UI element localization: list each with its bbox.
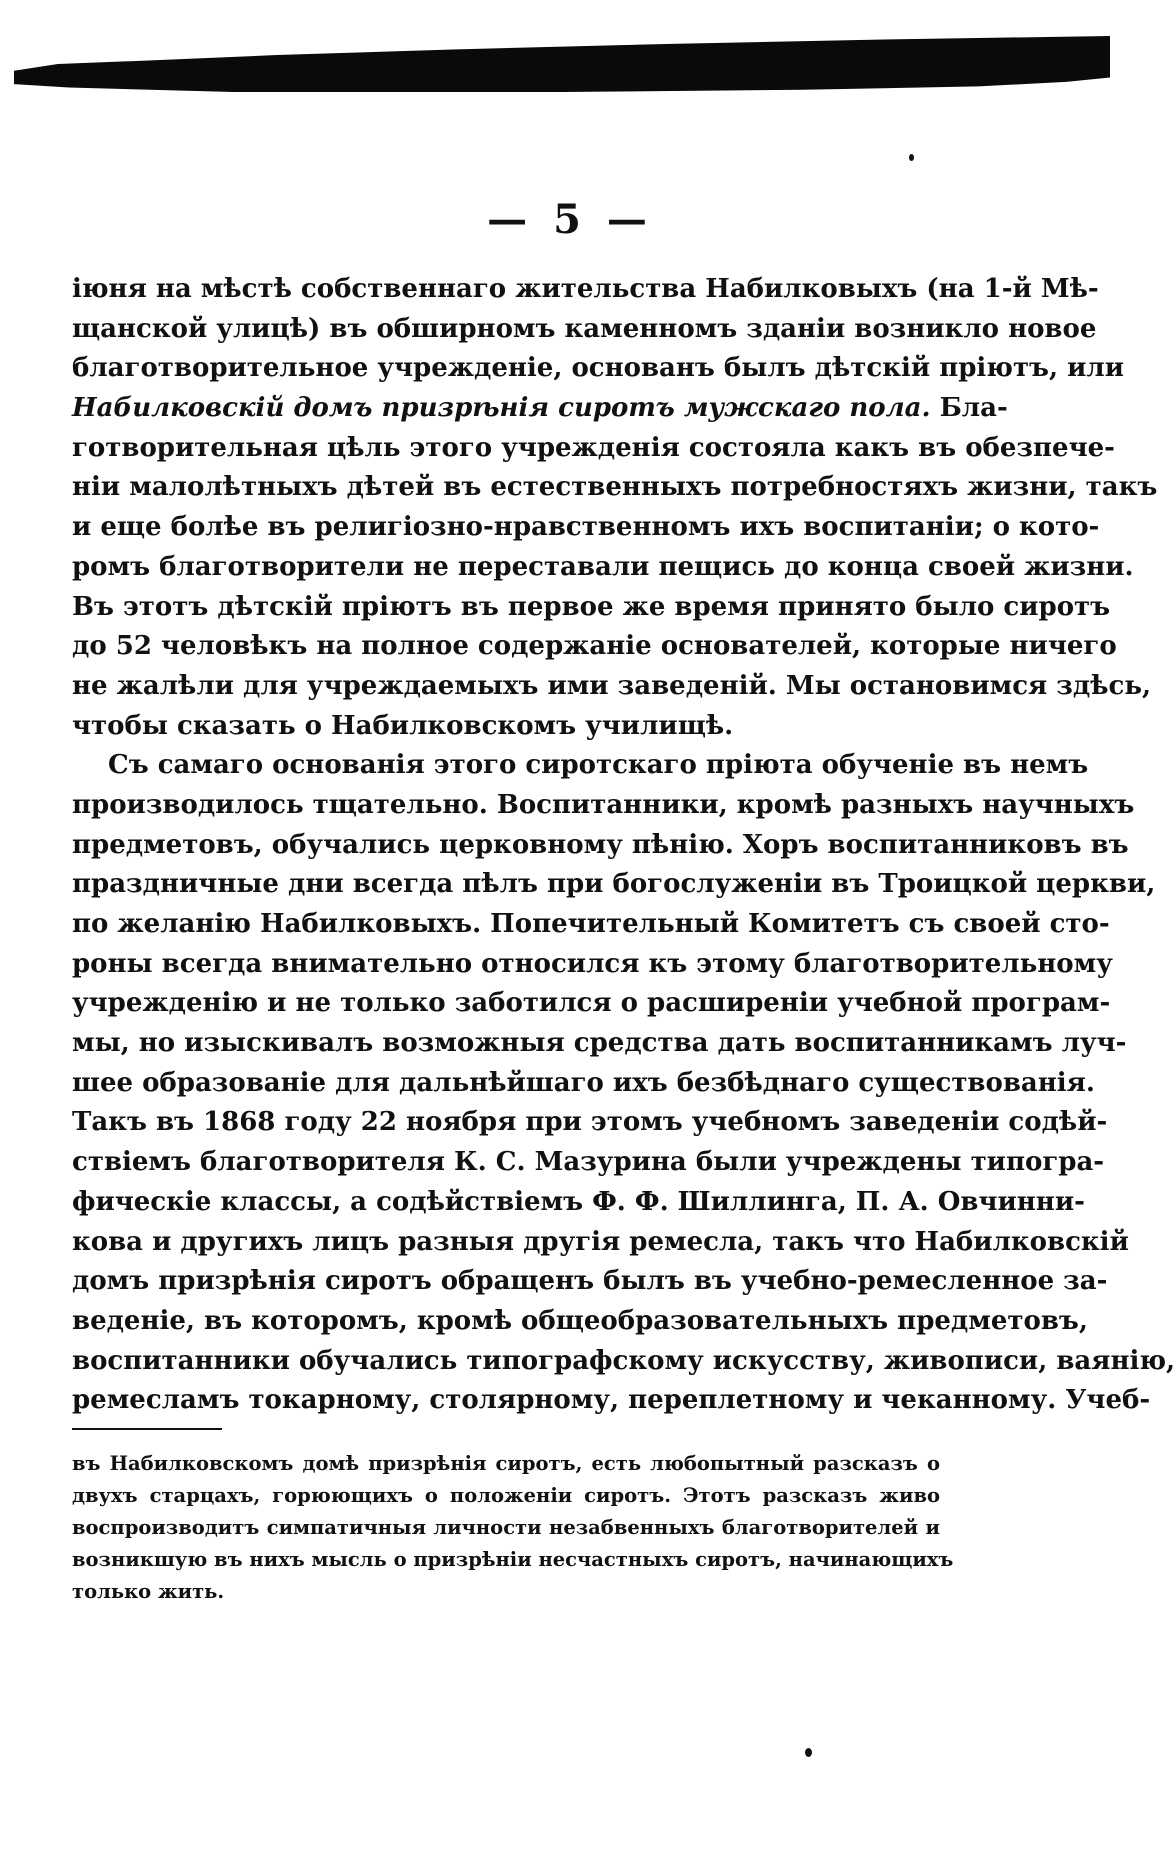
footnote-line: воспроизводитъ симпатичныя личности незабвенныхъ благотворителей и xyxy=(72,1516,940,1539)
text-line: по желанію Набилковыхъ. Попечительный Комитетъ съ своей сто- xyxy=(72,909,1110,939)
text-line: до 52 человѣкъ на полное содержаніе основателей, которые ничего xyxy=(72,631,1117,662)
text-line: мы, но изыскивалъ возможныя средства дать воспитанникамъ луч- xyxy=(72,1028,1127,1059)
scan-edge-bar xyxy=(14,36,1110,92)
text-line: предметовъ, обучались церковному пѣнію. Хоръ воспитанниковъ въ xyxy=(72,829,1129,860)
text-line: фическіе классы, а содѣйствіемъ Ф. Ф. Шиллинга, П. А. Овчинни- xyxy=(72,1186,1085,1217)
footnote-line: въ Набилковскомъ домѣ призрѣнія сиротъ, есть любопытный разсказъ о xyxy=(72,1452,940,1475)
footnote-line: только жить. xyxy=(72,1580,225,1603)
text-line: роны всегда внимательно относился къ этому благотворительному xyxy=(72,948,1113,979)
text-line: шее образованіе для дальнѣйшаго ихъ безбѣднаго существованія. xyxy=(72,1067,1095,1098)
text-line: не жалѣли для учреждаемыхъ ими заведеній. Мы остановимся здѣсь, xyxy=(72,670,1152,701)
text-line: іюня на мѣстѣ собственнаго жительства Набилковыхъ (на 1-й Мѣ- xyxy=(72,274,1099,304)
text-line xyxy=(72,389,1008,429)
paragraph-2 xyxy=(72,746,1175,1421)
text-line: воспитанники обучались типографскому искусству, живописи, ваянію, xyxy=(72,1345,1175,1376)
text-fragment: Бла- xyxy=(930,393,1008,424)
text-line: праздничные дни всегда пѣлъ при богослуженіи въ Троицкой церкви, xyxy=(72,869,1156,900)
text-line: Такъ въ 1868 году 22 ноября при этомъ учебномъ заведеніи содѣй- xyxy=(72,1107,1108,1138)
stray-ink-mark xyxy=(909,154,914,161)
text-line: кова и другихъ лицъ разныя другія ремесла, такъ что Набилковскій xyxy=(72,1226,1129,1257)
stray-ink-dot xyxy=(805,1748,812,1757)
footnote-separator xyxy=(72,1428,222,1430)
paragraph-1 xyxy=(72,270,1158,746)
footnote xyxy=(72,1448,954,1608)
footnote-line: возникшую въ нихъ мысль о призрѣніи несчастныхъ сиротъ, начинающихъ xyxy=(72,1548,954,1571)
text-line: и еще болѣе въ религіозно-нравственномъ ихъ воспитаніи; о кото- xyxy=(72,512,1100,543)
body-text xyxy=(72,270,1175,1421)
text-line: благотворительное учрежденіе, основанъ былъ дѣтскій пріютъ, или xyxy=(72,353,1125,384)
text-line: Въ этотъ дѣтскій пріютъ въ первое же время принято было сиротъ xyxy=(72,591,1111,622)
text-line: щанской улицѣ) въ обширномъ каменномъ зданіи возникло новое xyxy=(72,313,1097,344)
text-line: производилось тщательно. Воспитанники, кромѣ разныхъ научныхъ xyxy=(72,789,1135,820)
italic-institution-name: Набилковскій домъ призрѣнія сиротъ мужскаго пола. xyxy=(72,393,931,424)
text-line: ніи малолѣтныхъ дѣтей въ естественныхъ потребностяхъ жизни, такъ xyxy=(72,472,1158,503)
text-line: веденіе, въ которомъ, кромѣ общеобразовательныхъ предметовъ, xyxy=(72,1305,1088,1336)
text-line: готворительная цѣль этого учрежденія состояла какъ въ обезпече- xyxy=(72,432,1115,463)
text-line: ствіемъ благотворителя К. С. Мазурина были учреждены типогра- xyxy=(72,1147,1105,1178)
text-line: ремесламъ токарному, столярному, переплетному и чеканному. Учеб- xyxy=(72,1385,1151,1416)
text-line: учрежденію и не только заботился о расширеніи учебной програм- xyxy=(72,988,1111,1019)
footnote-line: двухъ старцахъ, горюющихъ о положеніи сиротъ. Этотъ разсказъ живо xyxy=(72,1484,940,1507)
text-line: ромъ благотворители не переставали пещись до конца своей жизни. xyxy=(72,551,1134,582)
text-line: чтобы сказать о Набилковскомъ училищѣ. xyxy=(72,710,734,741)
text-line: Съ самаго основанія этого сиротскаго пріюта обученіе въ немъ xyxy=(108,750,1089,781)
text-line: домъ призрѣнія сиротъ обращенъ былъ въ учебно-ремесленное за- xyxy=(72,1266,1108,1297)
page-number: — 5 — xyxy=(487,196,653,243)
